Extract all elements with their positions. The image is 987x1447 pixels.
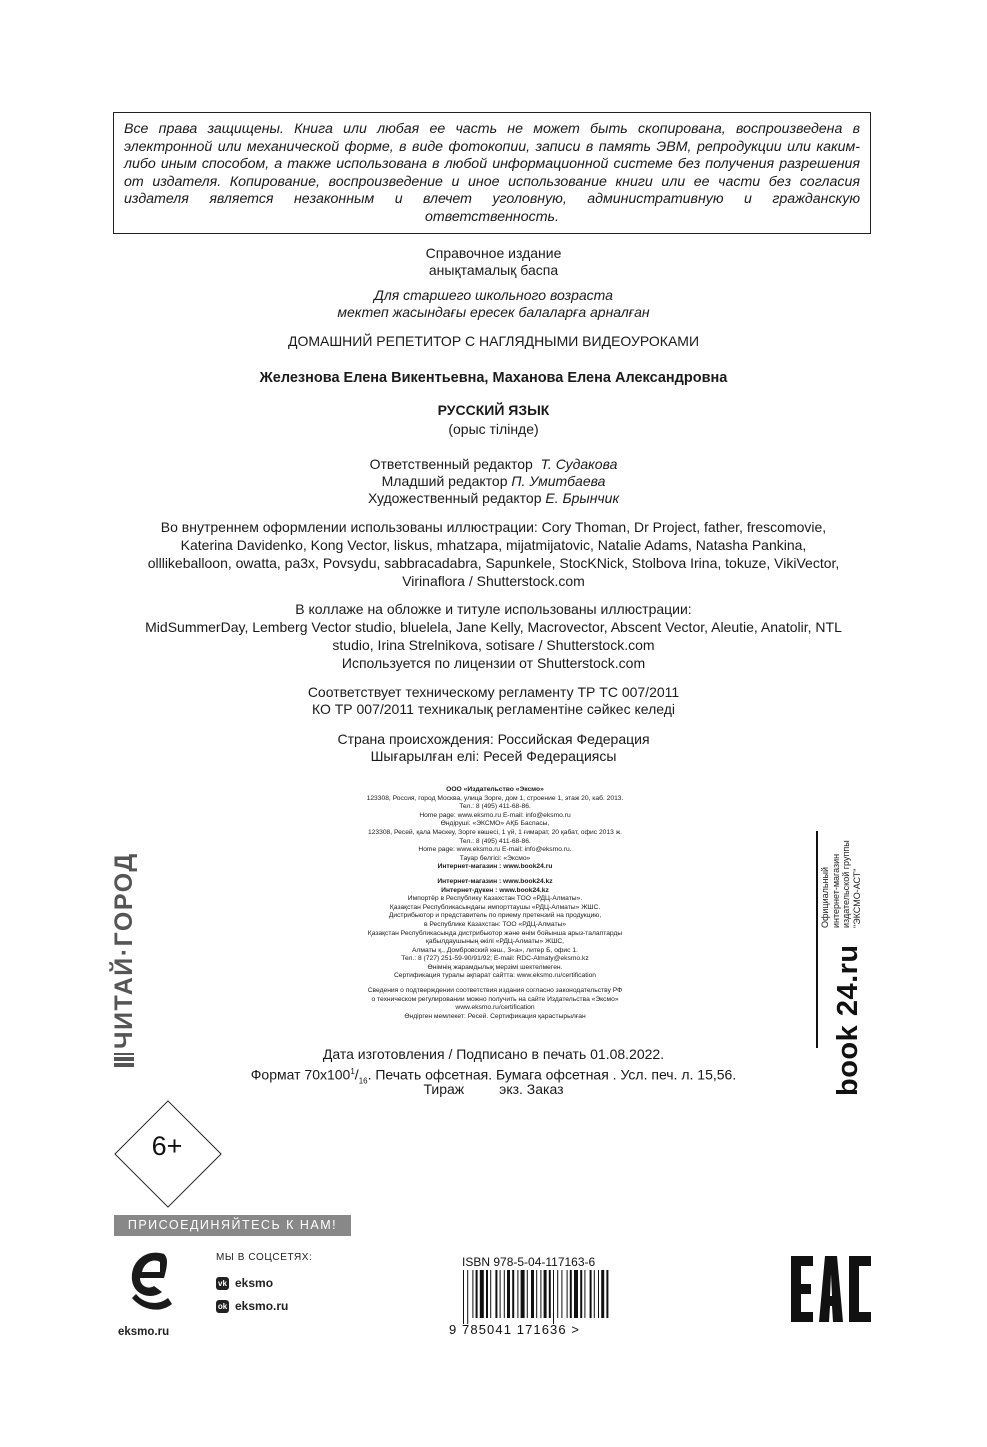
- illustrations-inner-line: Katerina Davidenko, Kong Vector, liskus, mhatzapa, mijatmijatovic, Natalie Adams, Natasha Pankina,: [180, 537, 807, 553]
- barcode-bar: [580, 1270, 582, 1318]
- social-link-ok[interactable]: [216, 1299, 288, 1313]
- official-shop-note: [820, 840, 862, 928]
- social-label: eksmo: [235, 1276, 274, 1290]
- publisher-line: 123308, Ресей, қала Мәскеу, Зорге көшесі, 1 үй, 1 ғимарат, 20 қабат, офис 2013 ж.: [367, 828, 623, 836]
- illustrations-cover-line: В коллаже на обложке и титуле использованы иллюстрации:: [295, 601, 692, 617]
- publisher-line: Қазақстан Республикасында дистрибьютор және өнім бойынша арыз-талаптарды: [367, 929, 623, 937]
- publisher-line: Өнімнің жарамдылық мерзімі шектелмеген.: [427, 963, 563, 971]
- audience-ru: Для старшего школьного возраста: [374, 287, 613, 303]
- chitai-gorod-logo: [110, 852, 139, 1067]
- edition-type-ru: Справочное издание: [425, 245, 562, 261]
- barcode-bar: [486, 1270, 488, 1318]
- barcode-bar: [531, 1270, 534, 1318]
- eksmo-logo-icon: [124, 1248, 176, 1320]
- publisher-line: www.eksmo.ru/certification: [455, 1004, 535, 1012]
- publisher-line: Алматы қ., Домбровский көш., 3«а», литер Б, офис 1.: [412, 946, 578, 954]
- barcode-bar: [521, 1270, 525, 1318]
- editor-role: Ответственный редактор: [369, 456, 533, 472]
- editor-line: [0, 490, 987, 507]
- publisher-line: Тауар белгісі: «Эксмо»: [459, 854, 531, 862]
- publisher-line: 123308, Россия, город Москва, улица Зорге, дом 1, строение 1, этаж 20, каб. 2013.: [366, 794, 624, 802]
- barcode-bar: [540, 1270, 541, 1318]
- barcode-bar: [594, 1270, 595, 1318]
- barcode-bar: [480, 1270, 484, 1318]
- social-link-vk[interactable]: [216, 1276, 273, 1290]
- barcode-bar: [598, 1270, 599, 1318]
- publisher-line: қабылдаушының өкілі «РДЦ-Алматы» ЖШС,: [425, 938, 565, 946]
- illustrations-inner-line: olllikeballoon, owatta, pa3x, Povsydu, sabbracadabra, Sapunkele, StocKNick, Stolbova Irina, tokuze, VikiVector,: [147, 555, 840, 571]
- illustrations-inner-line: Во внутреннем оформлении использованы иллюстрации: Cory Thoman, Dr Project, father, frescomovie,: [160, 519, 827, 535]
- editor-line: [0, 456, 987, 473]
- official-shop-line: "ЭКСМО-АСТ": [851, 868, 862, 928]
- publisher-line: в Республике Казахстан: ТОО «РДЦ-Алматы»: [423, 920, 567, 928]
- format-line: Формат $70х100^1/_{16}$. Печать офсетная. Бумага офсетная . Усл. печ. л. 15,56.: [250, 1066, 737, 1086]
- publisher-line: Home page: www.eksmo.ru E-mail: info@eksmo.ru.: [418, 846, 572, 854]
- publisher-line: Импортёр в Республику Казахстан ТОО «РДЦ-Алматы».: [407, 895, 583, 903]
- barcode-digits: 9 785041 171636 >: [449, 1322, 581, 1337]
- publisher-line: Тел.: 8 (495) 411-68-86.: [459, 837, 531, 845]
- regulation-line: Соответствует техническому регламенту ТР ТС 007/2011: [307, 684, 680, 700]
- official-shop-line: Официальный: [820, 866, 830, 928]
- barcode-bar: [536, 1270, 537, 1318]
- publisher-line: Интернет-дүкен : www.book24.kz: [441, 886, 549, 894]
- barcode-bar: [544, 1270, 547, 1318]
- social-heading: МЫ В СОЦСЕТЯХ:: [216, 1252, 313, 1263]
- barcode-bar: [567, 1270, 568, 1318]
- publisher-line: Өндірген мемлекет: Ресей. Сертификация қарастырылған: [404, 1012, 586, 1020]
- publisher-line: Дистрибьютор и представитель по приему претензий на продукцию,: [388, 912, 602, 920]
- isbn-barcode: [461, 1270, 621, 1324]
- barcode-bar: [561, 1270, 562, 1318]
- editor-role: Младший редактор: [381, 473, 508, 489]
- publisher-line: Интернет-магазин : www.book24.ru: [437, 863, 553, 871]
- publisher-line: Қазақстан Республикасындағы импорттаушы «РДЦ-Алматы» ЖШС.: [389, 903, 601, 911]
- print-date: Дата изготовления / Подписано в печать 01.08.2022.: [322, 1046, 665, 1062]
- barcode-bar: [570, 1270, 572, 1318]
- circulation: Тираж экз. Заказ: [423, 1081, 564, 1097]
- barcode-bar: [601, 1270, 604, 1318]
- origin-line: Шығарылған елі: Ресей Федерациясы: [370, 748, 617, 764]
- origin-line: Страна происхождения: Российская Федерация: [337, 731, 650, 747]
- format-suffix: . Печать офсетная. Бумага офсетная . Усл. печ. л. 15,56.: [367, 1066, 737, 1083]
- copyright-notice: Все права защищены. Книга или любая ее часть не может быть скопирована, воспроизведена в электронной или механической форме, в виде фотокопии, записи в память ЭВМ, репродукции или каким-либо иным способом, а также использована в любой информационной системе без получения разрешения от издателя. Копирование, воспроизведение и иное использование книги или ее части без согласия издателя является незаконным и влечет уголовную, административную и гражданскую ответственность.: [113, 112, 871, 234]
- series-title: ДОМАШНИЙ РЕПЕТИТОР С НАГЛЯДНЫМИ ВИДЕОУРОКАМИ: [287, 333, 700, 349]
- illustrations-cover-line: studio, Irina Strelnikova, sotisare / Shutterstock.com: [332, 637, 655, 653]
- publisher-line: Тел.: 8 (495) 411-68-86.: [459, 803, 531, 811]
- barcode-bar: [584, 1270, 585, 1318]
- book24-logo: book 24.ru: [832, 944, 864, 1096]
- join-us-banner: ПРИСОЕДИНЯЙТЕСЬ К НАМ!: [114, 1215, 351, 1236]
- barcode-bar: [606, 1270, 608, 1318]
- format-sup: 1: [350, 1067, 355, 1076]
- editor-name: Т. Судакова: [540, 456, 618, 472]
- barcode-bar: [549, 1270, 551, 1318]
- barcode-bar: [463, 1270, 464, 1324]
- barcode-bar: [500, 1270, 501, 1318]
- book-title: РУССКИЙ ЯЗЫК: [437, 402, 550, 418]
- barcode-bar: [504, 1270, 505, 1318]
- publisher-line: Сведения о подтверждении соответствия издания согласно законодательству РФ: [367, 987, 623, 995]
- chitai-gorod-text: ЧИТАЙ·ГОРОД: [110, 852, 138, 1049]
- barcode-bar: [574, 1270, 578, 1318]
- barcode-bar: [472, 1270, 473, 1318]
- barcode-bar: [512, 1270, 514, 1318]
- publisher-line: Home page: www.eksmo.ru E-mail: info@eksmo.ru: [419, 811, 571, 819]
- publisher-line: Тел.: 8 (727) 251-59-90/91/92; E-mail: RDC-Almaty@eksmo.kz: [401, 955, 589, 963]
- barcode-bar: [490, 1270, 491, 1318]
- editor-line: [0, 473, 987, 490]
- eac-certification-mark: [789, 1254, 873, 1324]
- publisher-details: [330, 786, 660, 1021]
- illustrations-cover-line: MidSummerDay, Lemberg Vector studio, bluelela, Jane Kelly, Macrovector, Abscent Vector, Aleutie, Anatolir, NTL: [145, 619, 842, 635]
- ok-icon: ok: [217, 1301, 228, 1311]
- format-sub: 16: [358, 1076, 368, 1086]
- barcode-bar: [467, 1270, 468, 1324]
- isbn: ISBN 978-5-04-117163-6: [462, 1255, 596, 1269]
- publisher-line: ООО «Издательство «Эксмо»: [446, 786, 544, 793]
- edition-type-kz: анықтамалық баспа: [428, 262, 559, 278]
- social-label: eksmo.ru: [235, 1299, 289, 1313]
- barcode-bar: [507, 1270, 510, 1318]
- illustrations-inner-line: Virinaflora / Shutterstock.com: [402, 573, 585, 589]
- barcode-bar: [557, 1270, 558, 1318]
- barcode-bar: [527, 1270, 528, 1318]
- barcode-bar: [495, 1270, 497, 1318]
- age-rating: 6+: [151, 1131, 183, 1161]
- publisher-line: Өндіруші: «ЭКСМО» АҚБ Баспасы,: [440, 820, 550, 828]
- barcode-bar: [590, 1270, 592, 1318]
- editor-role: Художественный редактор: [367, 490, 542, 506]
- barcode-bars-icon: [114, 1053, 134, 1067]
- illustrations-cover-line: Используется по лицензии от Shutterstock.com: [341, 655, 646, 671]
- publisher-line: Сертификация туралы ақпарат сайтта: www.eksmo.ru/certification: [393, 972, 597, 980]
- regulation-line: КО ТР 007/2011 техникалық регламентіне сәйкес келеді: [311, 701, 676, 717]
- editor-name: Е. Брынчик: [545, 490, 620, 506]
- barcode-bar: [553, 1270, 554, 1324]
- book-title-kz: (орыс тілінде): [448, 421, 539, 437]
- official-shop-line: издательской группы: [841, 840, 851, 928]
- barcode-bar: [517, 1270, 518, 1318]
- format-prefix: Формат 70х100: [250, 1066, 351, 1083]
- publisher-line: Интернет-магазин : www.book24.kz: [437, 877, 553, 885]
- vk-icon: vk: [216, 1277, 229, 1290]
- editor-name: П. Умитбаева: [511, 473, 606, 489]
- official-shop-line: интернет-магазин: [830, 853, 841, 928]
- barcode-bar: [476, 1270, 478, 1318]
- audience-kz: мектеп жасындағы ересек балаларға арналған: [337, 304, 650, 320]
- divider: [816, 831, 818, 1048]
- eksmo-site[interactable]: eksmo.ru: [118, 1326, 170, 1338]
- publisher-line: о техническом регулировании можно получить на сайте Издательства «Эксмо»: [371, 995, 619, 1003]
- authors: Железнова Елена Викентьевна, Маханова Елена Александровна: [259, 370, 728, 386]
